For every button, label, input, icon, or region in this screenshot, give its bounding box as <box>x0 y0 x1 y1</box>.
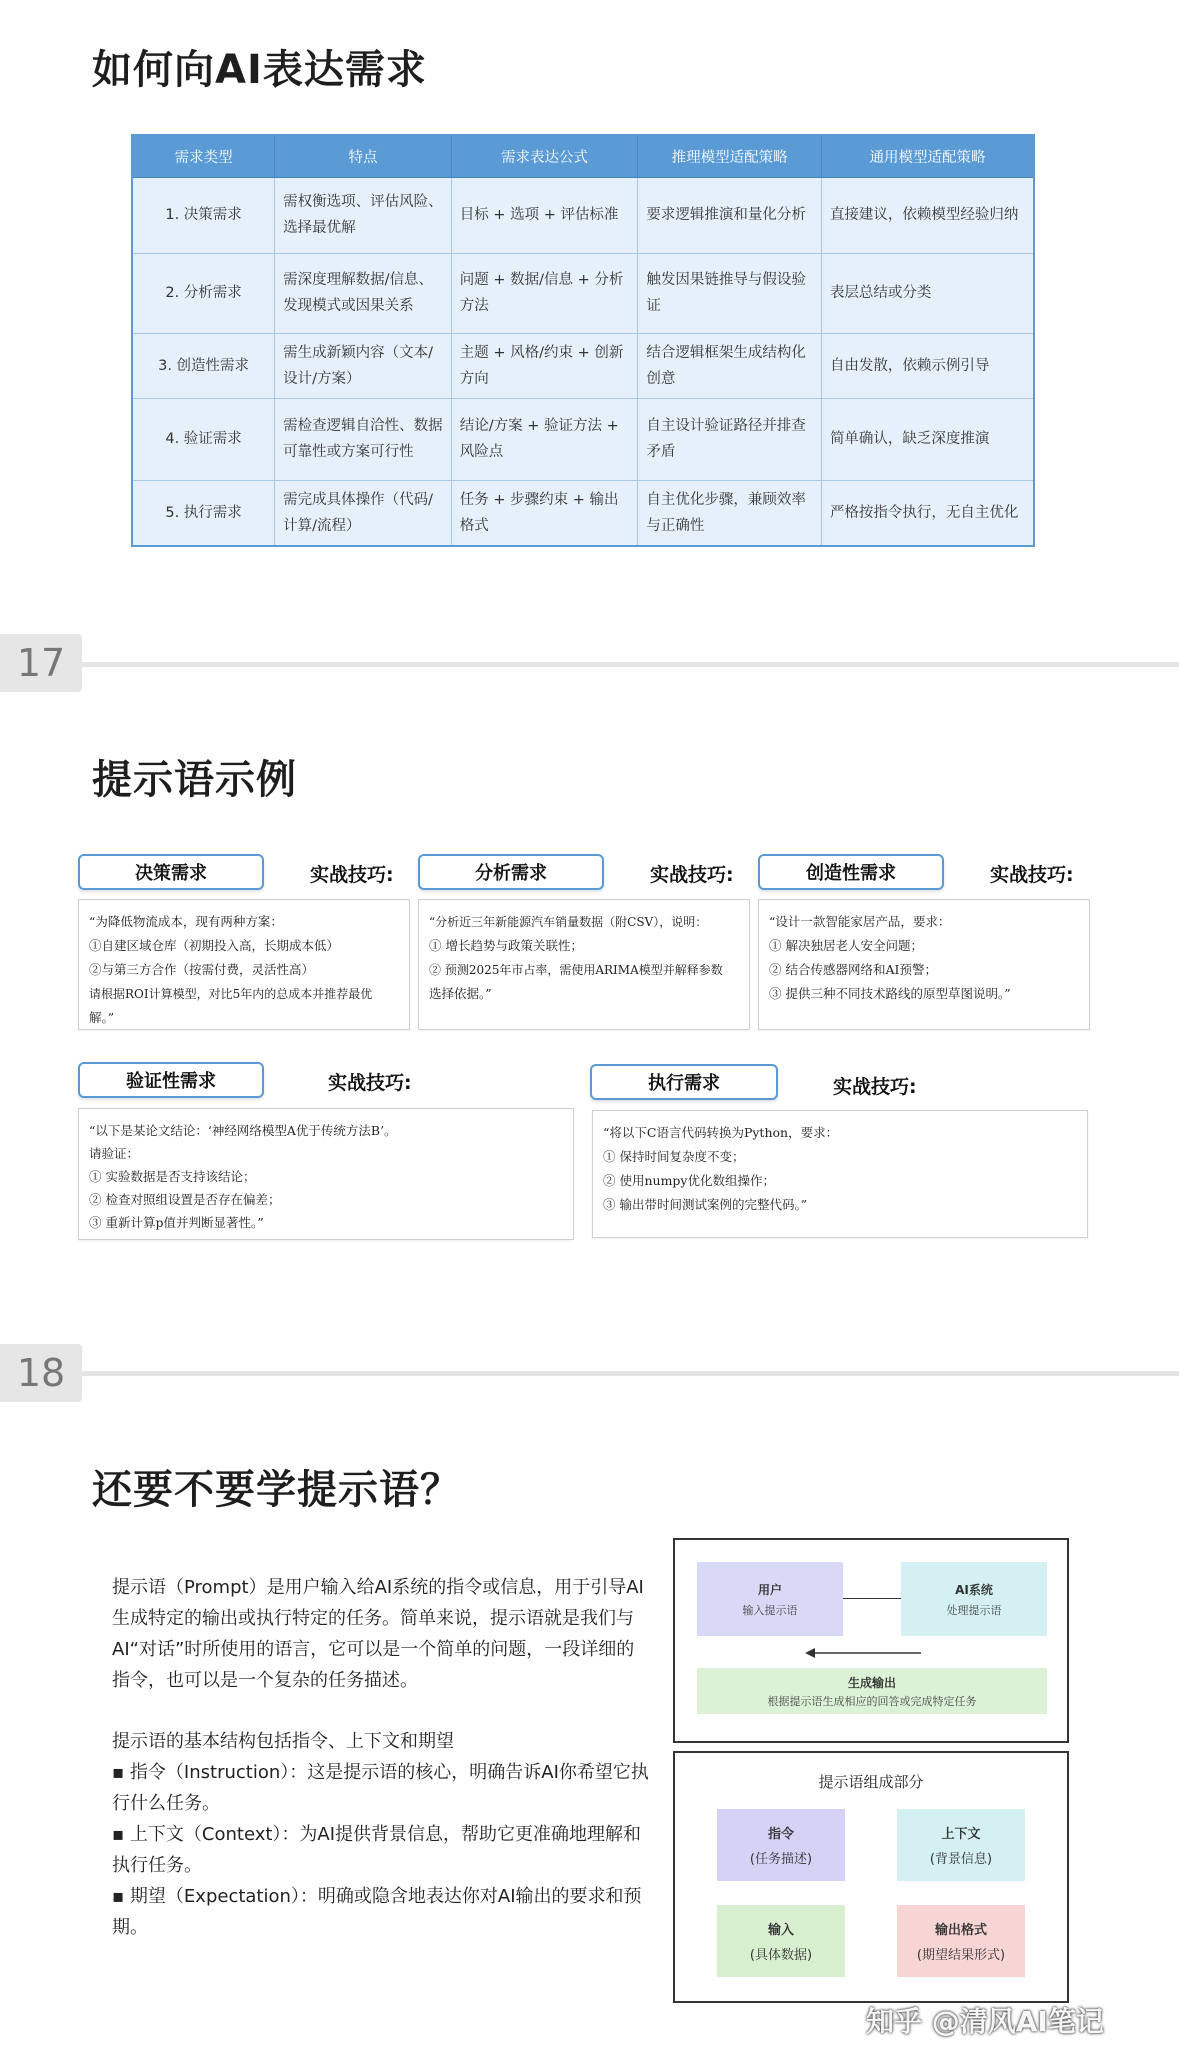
user-box-sub: 输入提示语 <box>742 1603 798 1617</box>
table-cell: 触发因果链推导与假设验证 <box>638 253 822 333</box>
card-line: ② 使用numpy优化数组操作； <box>603 1173 775 1188</box>
table-cell: 问题 + 数据/信息 + 分析方法 <box>451 253 638 333</box>
component-sub: (期望结果形式) <box>916 1948 1006 1963</box>
table-cell: 直接建议，依赖模型经验归纳 <box>821 177 1034 253</box>
bullet-instruction: ▪ 指令（Instruction）：这是提示语的核心，明确告诉AI你希望它执行什么任务。 <box>112 1762 649 1814</box>
card-line: 解。” <box>89 1010 115 1025</box>
card-line: ③ 提供三种不同技术路线的原型草图说明。” <box>769 986 1011 1001</box>
card-line: “分析近三年新能源汽车销量数据（附CSV），说明： <box>429 915 708 929</box>
user-box <box>697 1562 843 1636</box>
tip-label: 实战技巧: <box>310 864 394 886</box>
card-line: ① 保持时间复杂度不变； <box>603 1149 745 1164</box>
component-sub: (背景信息) <box>929 1852 993 1867</box>
tip-label: 实战技巧: <box>328 1072 412 1094</box>
page-divider <box>82 662 1179 667</box>
example-card-execution <box>592 1110 1088 1238</box>
table-cell: 需深度理解数据/信息、发现模式或因果关系 <box>275 253 452 333</box>
structure-heading: 提示语的基本结构包括指令、上下文和期望 <box>112 1731 454 1752</box>
table-cell: 任务 + 步骤约束 + 输出格式 <box>451 480 638 546</box>
card-line: 选择依据。” <box>429 986 492 1001</box>
table-cell: 严格按指令执行，无自主优化 <box>821 480 1034 546</box>
card-line: “将以下C语言代码转换为Python，要求： <box>603 1125 839 1140</box>
page-divider <box>82 1371 1179 1376</box>
output-box-sub: 根据提示语生成相应的回答或完成特定任务 <box>767 1694 977 1708</box>
tag-analysis-need: 分析需求 <box>418 854 604 890</box>
component-title: 指令 <box>767 1827 794 1842</box>
card-line: ① 增长趋势与政策关联性； <box>429 938 583 953</box>
table-row <box>132 480 1034 546</box>
table-row <box>132 398 1034 480</box>
table-cell: 5. 执行需求 <box>132 480 275 546</box>
user-box-title: 用户 <box>757 1582 782 1597</box>
table-header: 需求类型 <box>132 135 275 177</box>
table-cell: 要求逻辑推演和量化分析 <box>638 177 822 253</box>
table-cell: 自主设计验证路径并排查矛盾 <box>638 398 822 480</box>
table-cell: 目标 + 选项 + 评估标准 <box>451 177 638 253</box>
table-cell: 需生成新颖内容（文本/设计/方案） <box>275 333 452 398</box>
tip-label: 实战技巧: <box>833 1076 917 1098</box>
table-cell: 结论/方案 + 验证方法 + 风险点 <box>451 398 638 480</box>
card-line: 请验证： <box>89 1146 140 1161</box>
component-input <box>717 1905 845 1977</box>
bullet-context: ▪ 上下文（Context）：为AI提供背景信息，帮助它更准确地理解和执行任务。 <box>112 1824 642 1876</box>
example-card-analysis <box>418 899 750 1030</box>
table-cell: 自由发散，依赖示例引导 <box>821 333 1034 398</box>
table-cell: 简单确认，缺乏深度推演 <box>821 398 1034 480</box>
component-title: 输出格式 <box>934 1923 987 1938</box>
tag-execution-need: 执行需求 <box>590 1064 778 1100</box>
tag-verification-need: 验证性需求 <box>78 1062 264 1098</box>
example-card-verification <box>78 1108 574 1240</box>
component-sub: (具体数据) <box>749 1948 813 1963</box>
component-title: 输入 <box>767 1923 794 1938</box>
table-cell: 自主优化步骤，兼顾效率与正确性 <box>638 480 822 546</box>
card-line: ①自建区域仓库（初期投入高，长期成本低） <box>89 938 340 953</box>
arrow-line <box>843 1598 901 1599</box>
prompt-flow-diagram <box>673 1538 1069 1743</box>
needs-table <box>131 134 1035 547</box>
table-row <box>132 177 1034 253</box>
output-box <box>697 1668 1047 1714</box>
bullet-expectation: ▪ 期望（Expectation）：明确或隐含地表达你对AI输出的要求和预期。 <box>112 1886 642 1938</box>
table-header: 特点 <box>275 135 452 177</box>
prompt-components-diagram <box>673 1751 1069 2003</box>
card-line: ②与第三方合作（按需付费，灵活性高） <box>89 962 315 977</box>
table-cell: 需完成具体操作（代码/计算/流程） <box>275 480 452 546</box>
tip-label: 实战技巧: <box>650 864 734 886</box>
card-line: “以下是某论文结论：‘神经网络模型A优于传统方法B’。 <box>89 1123 397 1138</box>
page-number-18: 18 <box>0 1344 82 1402</box>
prompt-intro <box>112 1572 652 1943</box>
ai-box-sub: 处理提示语 <box>946 1603 1002 1617</box>
table-cell: 需检查逻辑自洽性、数据可靠性或方案可行性 <box>275 398 452 480</box>
table-row <box>132 333 1034 398</box>
table-header-row <box>132 135 1034 177</box>
table-cell: 需权衡选项、评估风险、选择最优解 <box>275 177 452 253</box>
table-cell: 主题 + 风格/约束 + 创新方向 <box>451 333 638 398</box>
table-cell: 结合逻辑框架生成结构化创意 <box>638 333 822 398</box>
card-line: ② 检查对照组设置是否存在偏差； <box>89 1192 281 1207</box>
table-header: 通用模型适配策略 <box>821 135 1034 177</box>
card-line: ① 实验数据是否支持该结论； <box>89 1169 256 1184</box>
table-cell: 表层总结或分类 <box>821 253 1034 333</box>
tag-creative-need: 创造性需求 <box>758 854 944 890</box>
example-card-decision <box>78 899 410 1030</box>
output-box-title: 生成输出 <box>847 1675 896 1690</box>
example-card-creative <box>758 899 1090 1030</box>
component-context <box>897 1809 1025 1881</box>
card-line: 请根据ROI计算模型，对比5年内的总成本并推荐最优 <box>89 987 373 1001</box>
table-header: 需求表达公式 <box>451 135 638 177</box>
components-title: 提示语组成部分 <box>818 1773 924 1791</box>
ai-box-title: AI系统 <box>955 1582 993 1597</box>
table-row <box>132 253 1034 333</box>
component-instruction <box>717 1809 845 1881</box>
tag-decision-need: 决策需求 <box>78 854 264 890</box>
page-title-prompt-examples: 提示语示例 <box>92 757 297 803</box>
tip-label: 实战技巧: <box>990 864 1074 886</box>
card-line: ③ 输出带时间测试案例的完整代码。” <box>603 1197 808 1212</box>
page-title-express-needs: 如何向AI表达需求 <box>92 47 427 93</box>
card-line: ① 解决独居老人安全问题； <box>769 938 923 953</box>
page-title-learn-prompts: 还要不要学提示语？ <box>92 1467 461 1513</box>
table-cell: 3. 创造性需求 <box>132 333 275 398</box>
arrow-left-icon <box>805 1646 925 1660</box>
card-line: ② 预测2025年市占率，需使用ARIMA模型并解释参数 <box>429 963 723 977</box>
watermark: 知乎 @清风AI笔记 <box>866 2005 1104 2038</box>
intro-paragraph: 提示语（Prompt）是用户输入给AI系统的指令或信息，用于引导AI生成特定的输出或执行特定的任务。简单来说，提示语就是我们与AI“对话”时所使用的语言，它可以是一个简单的问题，一段详细的指令，也可以是一个复杂的任务描述。 <box>112 1577 644 1691</box>
card-line: “设计一款智能家居产品，要求： <box>769 914 951 929</box>
table-header: 推理模型适配策略 <box>638 135 822 177</box>
ai-system-box <box>901 1562 1047 1636</box>
component-title: 上下文 <box>941 1827 981 1842</box>
card-line: ② 结合传感器网络和AI预警； <box>769 962 937 977</box>
page-number-17: 17 <box>0 634 82 692</box>
table-cell: 4. 验证需求 <box>132 398 275 480</box>
card-line: ③ 重新计算p值并判断显著性。” <box>89 1215 264 1230</box>
card-line: “为降低物流成本，现有两种方案： <box>89 914 283 929</box>
table-cell: 2. 分析需求 <box>132 253 275 333</box>
component-output-format <box>897 1905 1025 1977</box>
component-sub: (任务描述) <box>749 1852 813 1867</box>
table-cell: 1. 决策需求 <box>132 177 275 253</box>
